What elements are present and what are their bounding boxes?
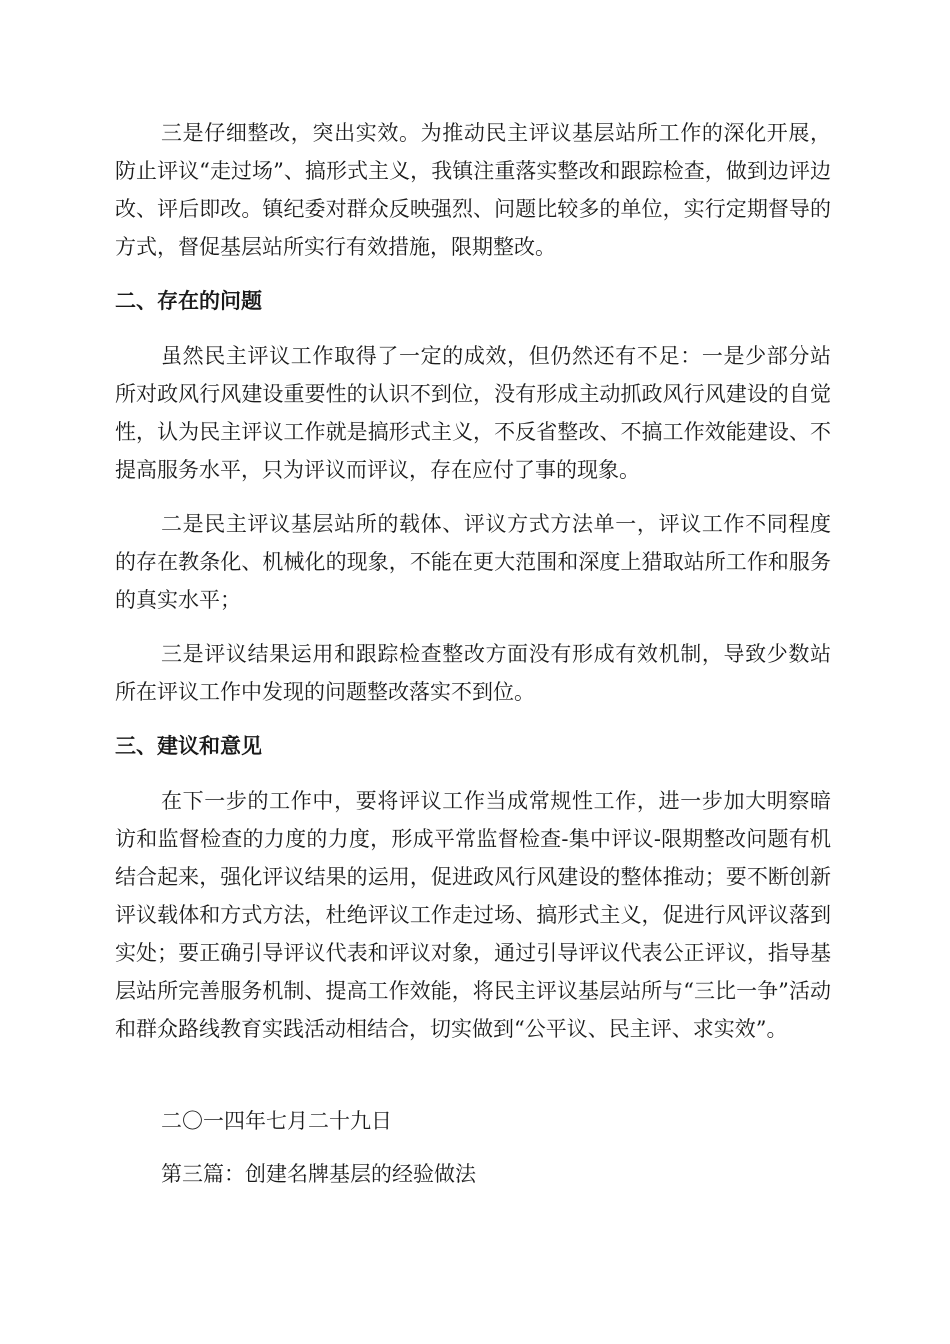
next-article-title: 第三篇：创建名牌基层的经验做法 xyxy=(161,1162,476,1186)
section-heading-problems: 二、存在的问题 xyxy=(115,288,262,313)
paragraph-rectification: 三是仔细整改，突出实效。为推动民主评议基层站所工作的深化开展，防止评议“走过场”、搞形式主义，我镇注重落实整改和跟踪检查，做到边评边改、评后即改。镇纪委对群众反映强烈、问题比较多的单位，实行定期督导的方式，督促基层站所实行有效措施，限期整改。 xyxy=(115,121,831,259)
section-heading-suggestions: 三、建议和意见 xyxy=(115,733,262,758)
paragraph-suggestions: 在下一步的工作中，要将评议工作当成常规性工作，进一步加大明察暗访和监督检查的力度的力度，形成平常监督检查-集中评议-限期整改问题有机结合起来，强化评议结果的运用，促进政风行风建设的整体推动；要不断创新评议载体和方式方法，杜绝评议工作走过场、搞形式主义，促进行风评议落到实处；要正确引导评议代表和评议对象，通过引导评议代表公正评议，指导基层站所完善服务机制、提高工作效能，将民主评议基层站所与“三比一争”活动和群众路线教育实践活动相结合，切实做到“公平议、民主评、求实效”。 xyxy=(115,789,831,1041)
paragraph-problem-one: 虽然民主评议工作取得了一定的成效，但仍然还有不足：一是少部分站所对政风行风建设重要性的认识不到位，没有形成主动抓政风行风建设的自觉性，认为民主评议工作就是搞形式主义，不反省整改、不搞工作效能建设、不提高服务水平，只为评议而评议，存在应付了事的现象。 xyxy=(115,344,831,482)
paragraph-problem-three: 三是评议结果运用和跟踪检查整改方面没有形成有效机制，导致少数站所在评议工作中发现的问题整改落实不到位。 xyxy=(115,642,831,704)
document-date: 二〇一四年七月二十九日 xyxy=(161,1109,392,1133)
paragraph-problem-two: 二是民主评议基层站所的载体、评议方式方法单一，评议工作不同程度的存在教条化、机械化的现象，不能在更大范围和深度上猎取站所工作和服务的真实水平； xyxy=(115,512,831,612)
